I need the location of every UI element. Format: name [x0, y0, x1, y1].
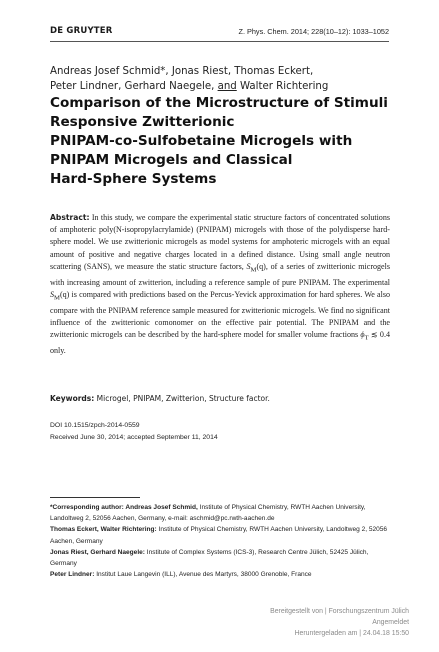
- abstract-label: Abstract:: [50, 213, 90, 222]
- publisher-name: DE GRUYTER: [50, 26, 113, 36]
- authors-and: and: [217, 81, 237, 92]
- affiliations: [50, 502, 395, 580]
- abstract-text: In this study, we compare the experimental static structure factors of concentrated solutions of amphoteric poly(N-isopropylacrylamide) (PNIPAM) microgels with those of the polydisperse hard-sphere model. We use zwitterionic microgels as model systems for amphoteric microgels with an equal amount of positive and negative charges located in a defined distance. Using small angle neutron scattering (SANS), we measure the static structure factors,: [50, 213, 390, 271]
- symbol-q: (q): [59, 289, 70, 299]
- footnote-affiliation: [50, 524, 395, 546]
- symbol-s: S: [50, 289, 55, 299]
- symbol-q: (q): [256, 261, 266, 271]
- abstract: [50, 212, 390, 357]
- keywords: [50, 394, 390, 403]
- title-line: PNIPAM-co-Sulfobetaine Microgels with: [50, 133, 353, 149]
- running-header: [50, 26, 389, 38]
- stamp-line: Heruntergeladen am | 24.04.18 15:50: [294, 630, 409, 637]
- abstract-text: , of a series of zwitterionic microgels with increasing amount of zwitterion, including a reference sample of pure PNIPAM. The experimental: [50, 261, 390, 287]
- download-stamp: [189, 606, 409, 639]
- article-title: [50, 94, 390, 189]
- keywords-label: Keywords:: [50, 394, 95, 403]
- footnote-text: Institute of Physical Chemistry, RWTH Aachen University, Landoltweg 2, 52056 Aachen, Germany: [50, 526, 388, 545]
- authors-line-2-start: Peter Lindner, Gerhard Naegele,: [50, 81, 218, 92]
- footnote-names: Peter Lindner:: [50, 571, 95, 579]
- footnote-corresponding-author: [50, 502, 395, 524]
- authors-line-1: Andreas Josef Schmid*, Jonas Riest, Thomas Eckert,: [50, 66, 314, 77]
- author-list: [50, 64, 390, 94]
- symbol-s: S: [246, 261, 251, 271]
- keywords-text: Microgel, PNIPAM, Zwitterion, Structure factor.: [94, 394, 270, 403]
- abstract-text: is compared with predictions based on the Percus-Yevick approximation for hard spheres. We also compare with the PNIPAM reference sample measured for zwitterionic microgels. We find no significant influence of the zwitterionic comonomer on the effective pair potential. The PNIPAM and the zwitterionic microgels can be described by the hard-sphere model for smaller volume fractions: [50, 289, 390, 340]
- subscript-t: T: [364, 334, 369, 342]
- header-divider: [50, 41, 389, 42]
- received-dates: Received June 30, 2014; accepted September 11, 2014: [50, 434, 218, 441]
- footnote-affiliation: [50, 547, 395, 569]
- stamp-line: Bereitgestellt von | Forschungszentrum Jülich: [270, 608, 409, 615]
- footnote-text: Institute of Complex Systems (ICS-3), Research Centre Jülich, 52425 Jülich, Germany: [50, 548, 369, 568]
- footnote-text: Institut Laue Langevin (ILL), Avenue des Martyrs, 38000 Grenoble, France: [94, 571, 312, 579]
- footnote-text: Institute of Physical Chemistry, RWTH Aachen University, Landoltweg 2, 52056 Aachen, Germany, e-mail: aschmid@pc.rwth-aachen.de: [50, 504, 366, 523]
- doi: DOI 10.1515/zpch-2014-0559: [50, 422, 140, 429]
- authors-line-2-end: Walter Richtering: [236, 81, 329, 92]
- journal-citation: Z. Phys. Chem. 2014; 228(10–12): 1033–1052: [238, 27, 389, 36]
- title-line: Comparison of the Microstructure of Stimuli: [50, 95, 388, 111]
- authors-line-2: [50, 79, 390, 94]
- title-line: Responsive Zwitterionic: [50, 114, 235, 130]
- title-line: Hard-Sphere Systems: [50, 171, 217, 187]
- subscript-m: M: [250, 266, 257, 274]
- footnote-names: Thomas Eckert, Walter Richtering:: [50, 526, 157, 534]
- subscript-m: M: [54, 294, 60, 302]
- footnote-affiliation: [50, 569, 395, 580]
- footnote-names: *Corresponding author: Andreas Josef Schmid,: [50, 504, 198, 511]
- stamp-line: Angemeldet: [372, 619, 409, 626]
- footnote-names: Jonas Riest, Gerhard Naegele:: [50, 548, 145, 556]
- symbol-phi: ϕ: [360, 330, 365, 340]
- title-line: PNIPAM Microgels and Classical: [50, 152, 293, 168]
- footnote-divider: [50, 497, 140, 498]
- abstract-text: ≲ 0.4 only.: [50, 330, 390, 355]
